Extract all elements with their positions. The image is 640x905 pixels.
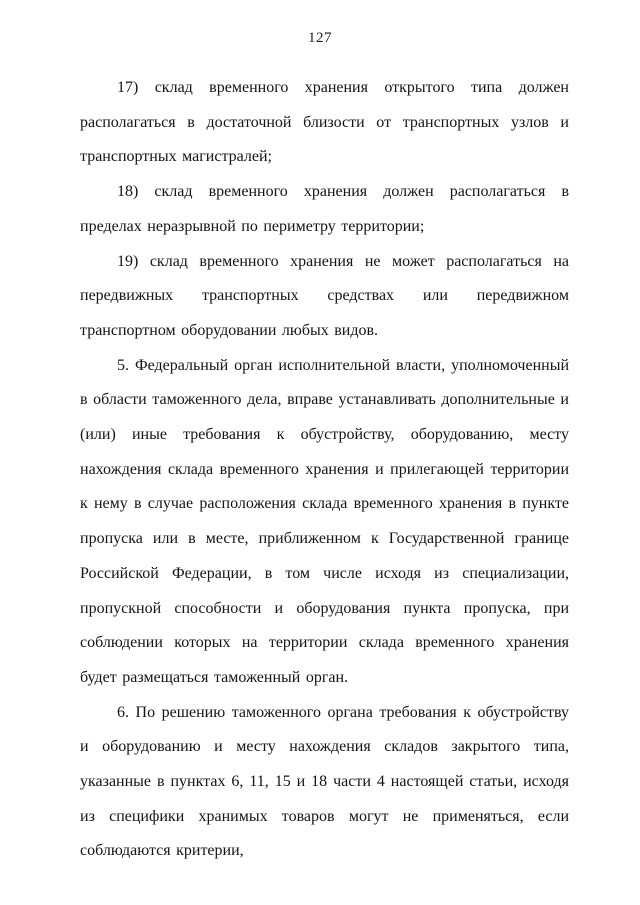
paragraph-item-18: 18) склад временного хранения должен располагаться в пределах неразрывной по периметру территории; — [80, 183, 569, 235]
page-number: 127 — [308, 30, 332, 46]
paragraph-part-6: 6. По решению таможенного органа требования к обустройству и оборудованию и месту нахождения складов закрытого типа, указанные в пунктах 6, 11, 15 и 18 части 4 настоящей статьи, исходя из специфики хранимых товаров могут не применяться, если соблюдаются критерии, — [80, 703, 569, 860]
paragraph-part-5: 5. Федеральный орган исполнительной власти, уполномоченный в области таможенного дела, вправе устанавливать дополнительные и (или) иные требования к обустройству, оборудованию, месту нахождения склада временного хранения и прилегающей территории к нему в случае расположения склада временного хранения в пункте пропуска или в месте, приближенном к Государственной границе Российской Федерации, в том числе исходя из специализации, пропускной способности и оборудования пункта пропуска, при соблюдении которых на территории склада временного хранения будет размещаться таможенный орган. — [80, 356, 569, 686]
paragraph-item-17: 17) склад временного хранения открытого типа должен располагаться в достаточной близости от транспортных узлов и транспортных магистралей; — [80, 79, 569, 166]
paragraph-item-19: 19) склад временного хранения не может располагаться на передвижных транспортных средствах или передвижном транспортном оборудовании любых видов. — [80, 252, 569, 339]
document-body — [0, 47, 640, 869]
